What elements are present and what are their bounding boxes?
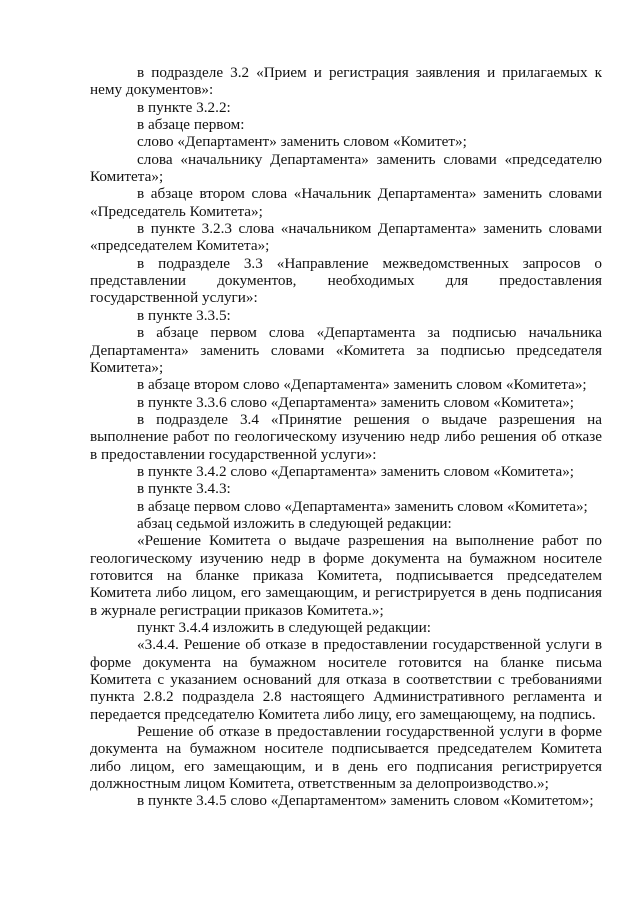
paragraph: в подразделе 3.4 «Принятие решения о выдаче разрешения на выполнение работ по геологическому изучению недр либо решения об отказе в предоставлении государственной услуги»: [90, 410, 602, 463]
paragraph: в пункте 3.2.2: [137, 98, 231, 116]
paragraph: слово «Департамент» заменить словом «Комитет»; [137, 133, 467, 151]
paragraph: «3.4.4. Решение об отказе в предоставлении государственной услуги в форме документа на бумажном носителе готовится на бланке письма Комитета с указанием оснований для отказа в соответствии с требованиями пункта 2.8.2 подраздела 2.8 настоящего Административного регламента и передается председателю Комитета либо лицу, его замещающему, на подпись. [90, 636, 602, 723]
paragraph: в пункте 3.3.6 слово «Департамента» заменить словом «Комитета»; [137, 393, 575, 411]
paragraph: пункт 3.4.4 изложить в следующей редакции: [137, 619, 431, 636]
paragraph: слова «начальнику Департамента» заменить словами «председателю Комитета»; [90, 150, 602, 186]
paragraph: в абзаце втором слово «Департамента» заменить словом «Комитета»; [137, 376, 587, 394]
paragraph: Решение об отказе в предоставлении государственной услуги в форме документа на бумажном носителе подписывается председателем Комитета либо лицом, его замещающим, и в день его подписания регистрируется должностным лицом Комитета, ответственным за делопроизводство.»; [90, 723, 602, 793]
paragraph: абзац седьмой изложить в следующей редакции: [137, 514, 452, 532]
document-page [90, 64, 602, 810]
paragraph: в абзаце первом слово «Департамента» заменить словом «Комитета»; [137, 497, 588, 515]
paragraph: в пункте 3.4.3: [137, 480, 231, 498]
paragraph: в пункте 3.3.5: [137, 306, 231, 324]
paragraph: в абзаце первом: [137, 116, 245, 134]
paragraph: в пункте 3.4.5 слово «Департаментом» заменить словом «Комитетом»; [137, 792, 594, 810]
paragraph: в абзаце втором слова «Начальник Департамента» заменить словами «Председатель Комитета»; [90, 185, 602, 220]
paragraph: в пункте 3.4.2 слово «Департамента» заменить словом «Комитета»; [137, 462, 575, 480]
paragraph: в подразделе 3.3 «Направление межведомственных запросов о представлении документов, необходимых для предоставления государственной услуги»: [90, 254, 602, 307]
paragraph: в пункте 3.2.3 слова «начальником Департамента» заменить словами «председателем Комитета»; [90, 220, 602, 255]
paragraph: «Решение Комитета о выдаче разрешения на выполнение работ по геологическому изучению недр в форме документа на бумажном носителе готовится на бланке приказа Комитета, подписывается председателем Комитета либо лицом, его замещающим, и регистрируется в день подписания в журнале регистрации приказов Комитета.»; [90, 532, 602, 619]
paragraph: в абзаце первом слова «Департамента за подписью начальника Департамента» заменить словами «Комитета за подписью председателя Комитета»; [90, 324, 602, 376]
paragraph: в подразделе 3.2 «Прием и регистрация заявления и прилагаемых к нему документов»: [90, 64, 602, 99]
